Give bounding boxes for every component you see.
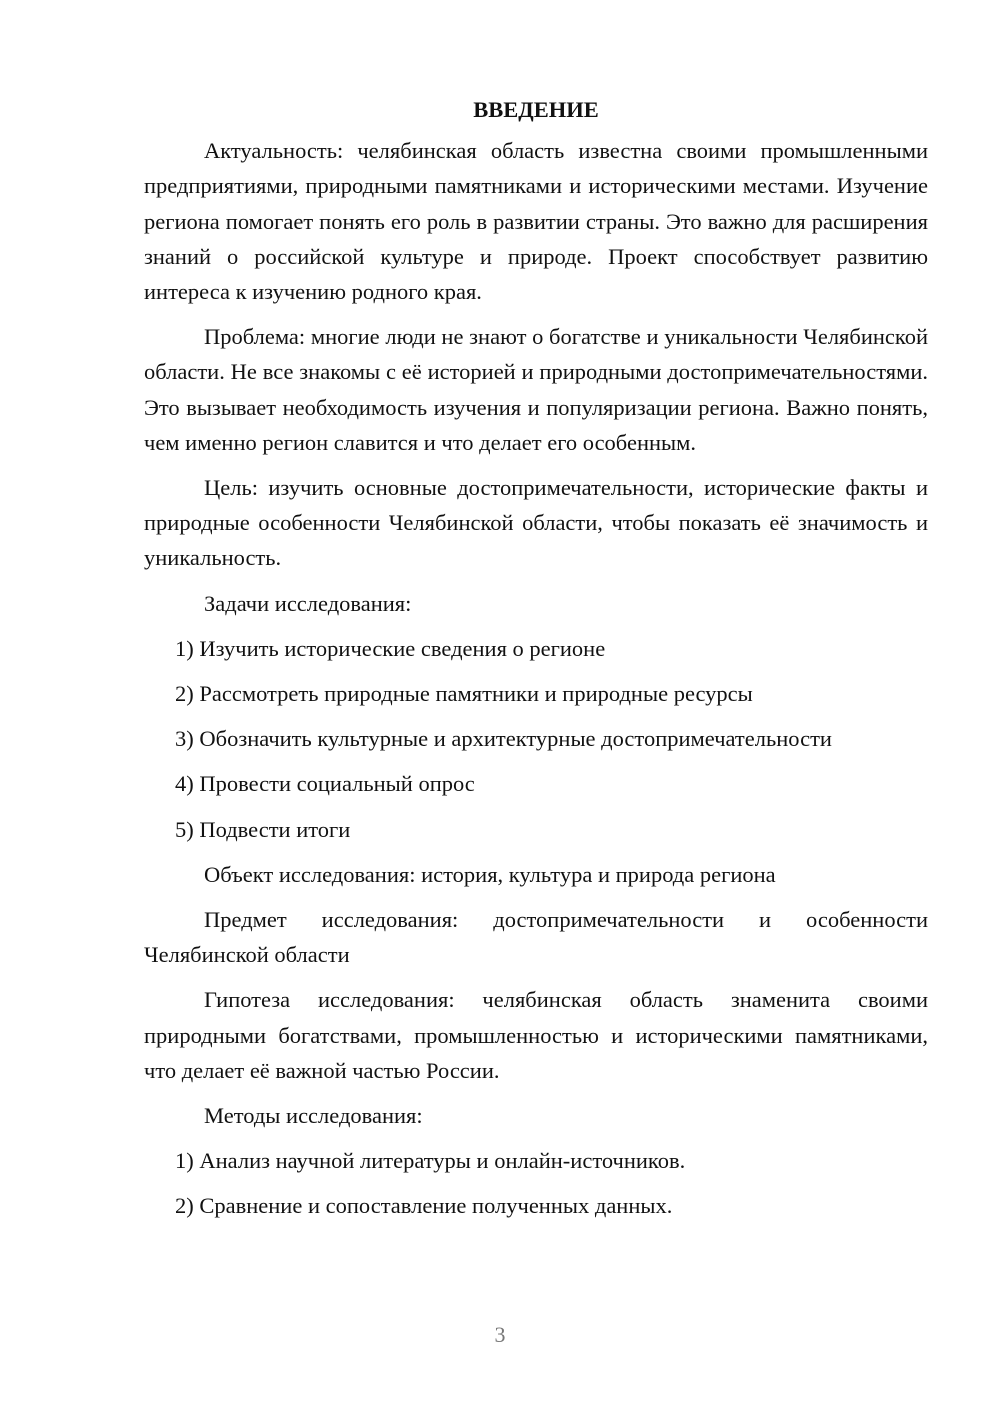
method-item: 2) Сравнение и сопоставление полученных данных. <box>175 1193 673 1219</box>
relevance-paragraph: Актуальность: челябинская область известна своими промышленными предприятиями, природными памятниками и историческими местами. Изучение региона помогает понять его роль в развитии страны. Это важно для расширения знаний о российской культуре и природе. Проект способствует развитию интереса к изучению родного края. <box>144 138 928 305</box>
page-content <box>144 92 928 1234</box>
method-item: 1) Анализ научной литературы и онлайн-источников. <box>175 1148 686 1174</box>
goal-paragraph: Цель: изучить основные достопримечательности, исторические факты и природные особенности Челябинской области, чтобы показать её значимость и уникальность. <box>144 475 928 571</box>
section-title: ВВЕДЕНИЕ <box>473 97 599 122</box>
task-item: 4) Провести социальный опрос <box>175 771 475 797</box>
task-item: 1) Изучить исторические сведения о регионе <box>175 635 606 661</box>
task-item: 5) Подвести итоги <box>175 816 351 842</box>
task-item: 3) Обозначить культурные и архитектурные достопримечательности <box>175 726 832 752</box>
tasks-heading: Задачи исследования: <box>204 590 412 616</box>
subject-paragraph: Предмет исследования: достопримечательности и особенности Челябинской области <box>144 907 928 968</box>
hypothesis-paragraph: Гипотеза исследования: челябинская область знаменита своими природными богатствами, промышленностью и историческими памятниками, что делает её важной частью России. <box>144 987 928 1083</box>
page-number: 3 <box>494 1322 506 1347</box>
methods-heading: Методы исследования: <box>204 1103 423 1129</box>
problem-paragraph: Проблема: многие люди не знают о богатстве и уникальности Челябинской области. Не все знакомы с её историей и природными достопримечательностями. Это вызывает необходимость изучения и популяризации региона. Важно понять, чем именно регион славится и что делает его особенным. <box>144 324 928 455</box>
object-line: Объект исследования: история, культура и природа региона <box>204 861 776 887</box>
task-item: 2) Рассмотреть природные памятники и природные ресурсы <box>175 681 753 707</box>
